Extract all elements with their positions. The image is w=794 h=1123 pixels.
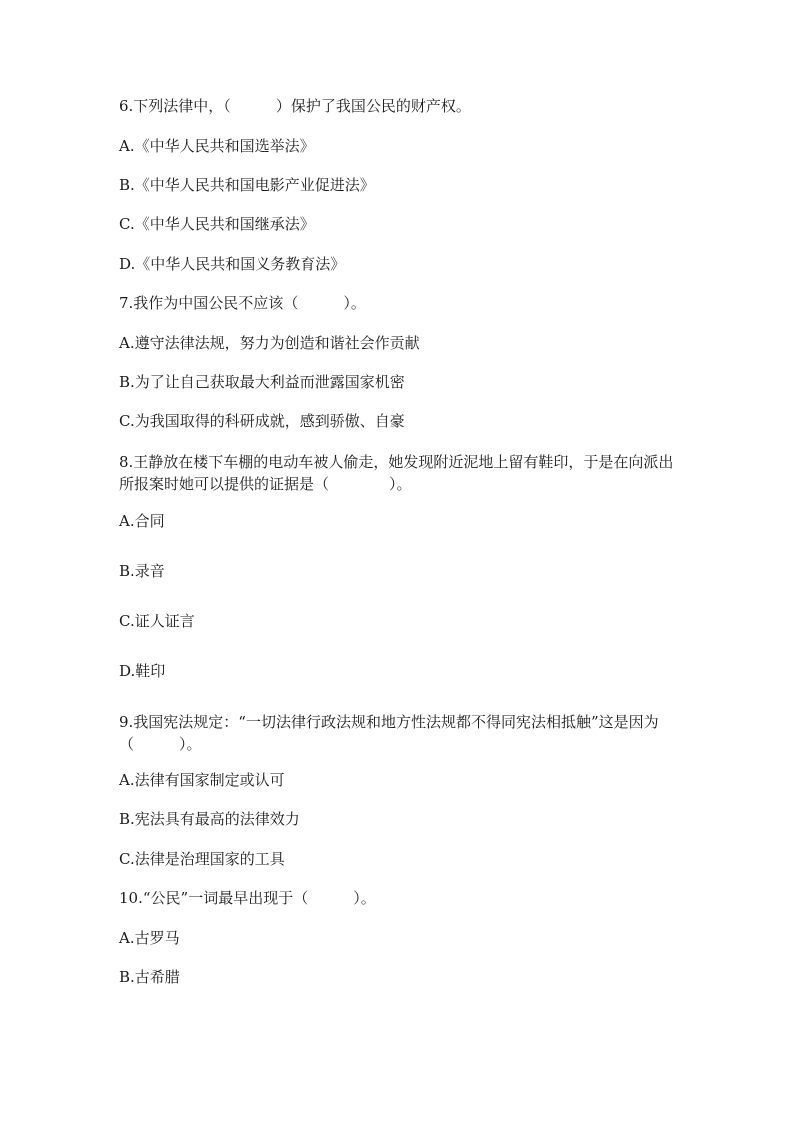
- question-10-option-a: A.古罗马: [119, 929, 180, 947]
- question-9-option-c: C.法律是治理国家的工具: [119, 850, 285, 868]
- question-6-option-c: C.《中华人民共和国继承法》: [119, 215, 315, 233]
- question-7-option-b: B.为了让自己获取最大利益而泄露国家机密: [119, 373, 405, 391]
- question-6-stem: 6.下列法律中，（ ）保护了我国公民的财产权。: [119, 97, 471, 115]
- question-6-option-b: B.《中华人民共和国电影产业促进法》: [119, 176, 375, 194]
- question-10-option-b: B.古希腊: [119, 968, 180, 986]
- question-8-option-a: A.合同: [119, 512, 165, 530]
- question-8-stem: 8.王静放在楼下车棚的电动车被人偷走，她发现附近泥地上留有鞋印，于是在向派出所报案时她可以提供的证据是（ ）。: [119, 453, 674, 493]
- question-8-option-c: C.证人证言: [119, 612, 195, 630]
- question-9-option-a: A.法律有国家制定或认可: [119, 771, 285, 789]
- question-9-stem: 9.我国宪法规定：“一切法律行政法规和地方性法规都不得同宪法相抵触”这是因为（ ）。: [119, 713, 659, 753]
- question-6-option-d: D.《中华人民共和国义务教育法》: [119, 255, 346, 273]
- question-9-option-b: B.宪法具有最高的法律效力: [119, 810, 300, 828]
- question-7-option-a: A.遵守法律法规，努力为创造和谐社会作贡献: [119, 334, 420, 352]
- question-10-stem: 10.“公民”一词最早出现于（ ）。: [119, 889, 376, 907]
- question-7-stem: 7.我作为中国公民不应该（ ）。: [119, 294, 366, 312]
- question-7-option-c: C.为我国取得的科研成就，感到骄傲、自豪: [119, 412, 405, 430]
- question-8-option-b: B.录音: [119, 562, 165, 580]
- question-6-option-a: A.《中华人民共和国选举法》: [119, 137, 315, 155]
- question-8-option-d: D.鞋印: [119, 662, 166, 680]
